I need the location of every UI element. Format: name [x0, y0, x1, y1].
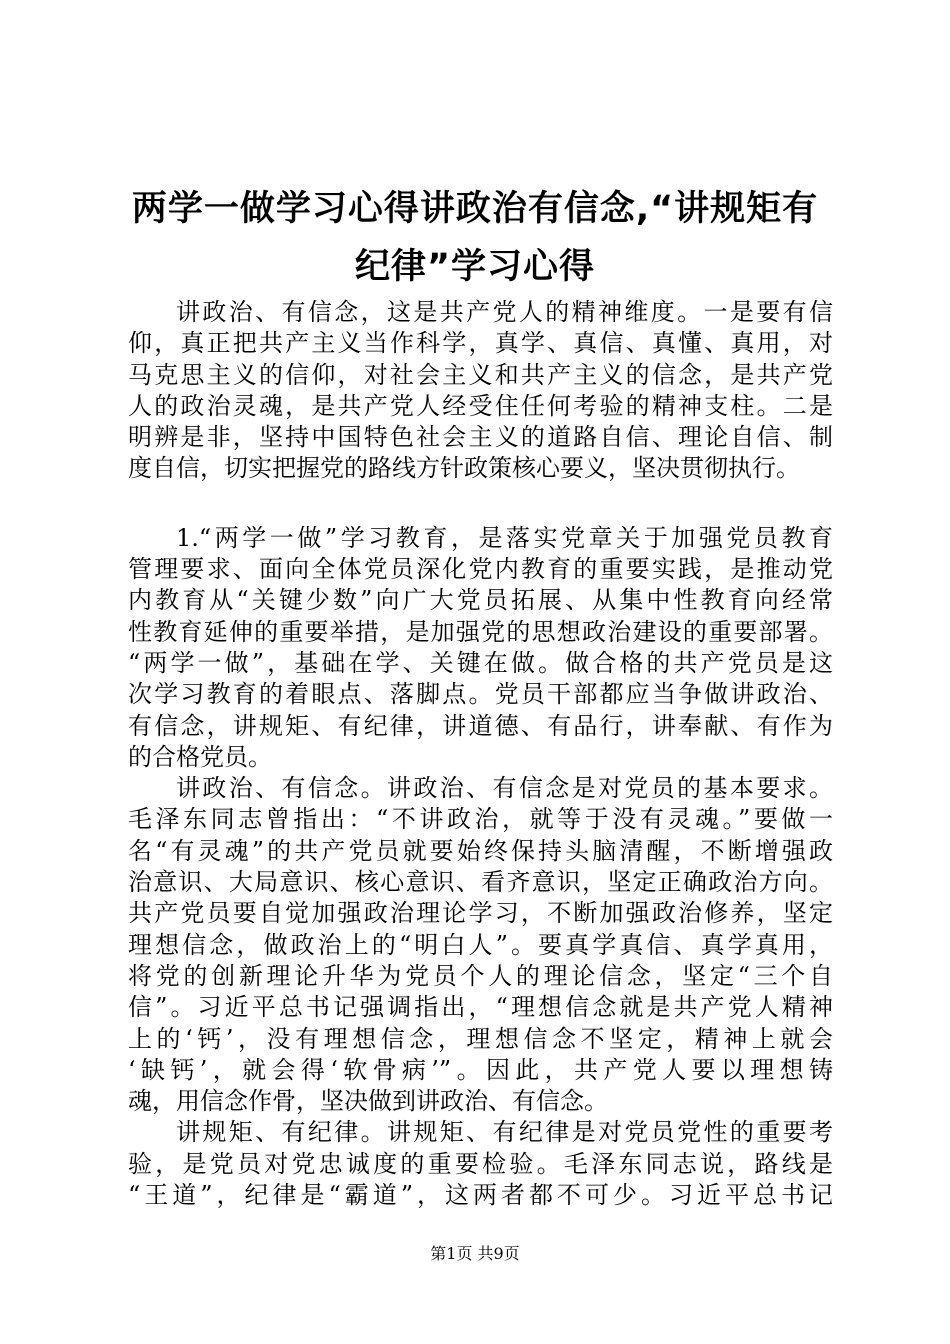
- text-line: 人的政治灵魂，是共产党人经受住任何考验的精神支柱。二是: [128, 391, 833, 420]
- text-line: 验，是党员对党忠诚度的重要检验。毛泽东同志说，路线是: [128, 1149, 833, 1178]
- text-line: 名“有灵魂”的共产党员就要始终保持头脑清醒，不断增强政: [128, 836, 833, 865]
- paragraph-2: [128, 523, 833, 773]
- paragraph-4: [128, 1117, 833, 1211]
- text-line: 仰，真正把共产主义当作科学，真学、真信、真懂、真用，对: [128, 329, 833, 358]
- text-line: 讲政治、有信念。讲政治、有信念是对党员的基本要求。: [176, 774, 833, 803]
- text-line: 次学习教育的着眼点、落脚点。党员干部都应当争做讲政治、: [128, 680, 833, 709]
- text-line: 马克思主义的信仰，对社会主义和共产主义的信念，是共产党: [128, 360, 833, 389]
- text-line: 共产党员要自觉加强政治理论学习，不断加强政治修养，坚定: [128, 899, 833, 928]
- text-line: ‘缺钙’，就会得‘软骨病’”。因此，共产党人要以理想铸: [128, 1055, 833, 1084]
- text-line: 魂，用信念作骨，坚决做到讲政治、有信念。: [128, 1087, 608, 1116]
- text-line: 上的‘钙’，没有理想信念，理想信念不坚定，精神上就会: [128, 1024, 833, 1053]
- title-line-1: 两学一做学习心得讲政治有信念,“讲规矩有: [131, 189, 819, 229]
- text-line: 讲政治、有信念，这是共产党人的精神维度。一是要有信: [176, 298, 833, 326]
- text-line: 信”。习近平总书记强调指出，“理想信念就是共产党人精神: [128, 993, 833, 1022]
- text-line: 理想信念，做政治上的“明白人”。要真学真信、真学真用，: [128, 930, 833, 959]
- text-line: “两学一做”，基础在学、关键在做。做合格的共产党员是这: [128, 648, 833, 677]
- text-line: 的合格党员。: [128, 742, 272, 771]
- text-line: 1.“两学一做”学习教育，是落实党章关于加强党员教育: [176, 523, 833, 552]
- text-line: 明辨是非，坚持中国特色社会主义的道路自信、理论自信、制: [128, 423, 833, 452]
- text-line: 内教育从“关键少数”向广大党员拓展、从集中性教育向经常: [128, 586, 833, 615]
- text-line: 毛泽东同志曾指出：“不讲政治，就等于没有灵魂。”要做一: [128, 805, 833, 834]
- document-body: [128, 297, 833, 1211]
- text-line: 讲规矩、有纪律。讲规矩、有纪律是对党员党性的重要考: [176, 1118, 833, 1147]
- page-footer: 第1页 共9页: [430, 1244, 520, 1263]
- title-line-2: 纪律”学习心得: [354, 247, 595, 287]
- document-title: [120, 180, 830, 296]
- text-line: 将党的创新理论升华为党员个人的理论信念，坚定“三个自: [128, 961, 833, 990]
- text-line: 有信念，讲规矩、有纪律，讲道德、有品行，讲奉献、有作为: [128, 711, 833, 740]
- text-line: 性教育延伸的重要举措，是加强党的思想政治建设的重要部署。: [128, 617, 833, 646]
- text-line: 度自信，切实把握党的路线方针政策核心要义，坚决贯彻执行。: [128, 454, 800, 483]
- text-line: 管理要求、面向全体党员深化党内教育的重要实践，是推动党: [128, 555, 833, 584]
- text-line: “王道”，纪律是“霸道”，这两者都不可少。习近平总书记: [128, 1181, 833, 1210]
- paragraph-1: [128, 297, 833, 485]
- paragraph-gap: [128, 485, 833, 523]
- text-line: 治意识、大局意识、核心意识、看齐意识，坚定正确政治方向。: [128, 868, 833, 897]
- paragraph-3: [128, 773, 833, 1117]
